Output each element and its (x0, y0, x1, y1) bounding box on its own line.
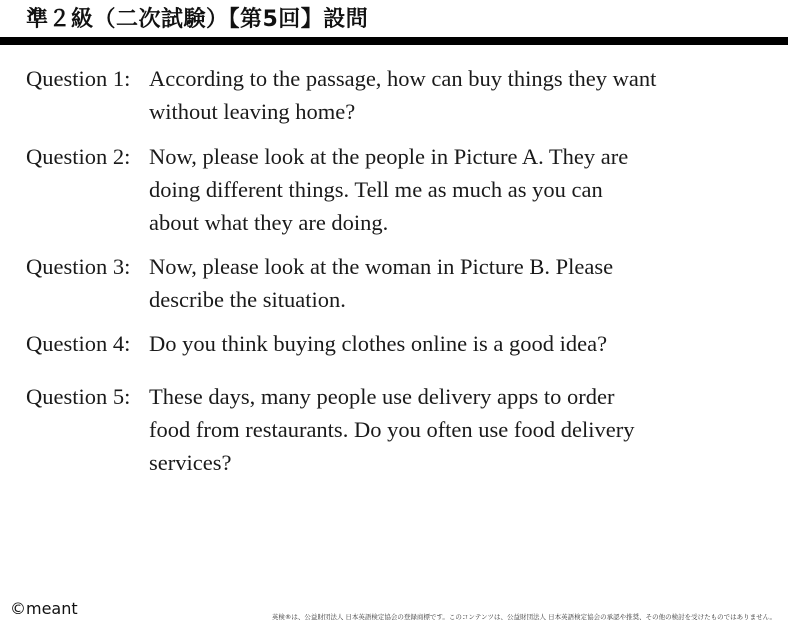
question-5-label: Question 5: (26, 384, 131, 409)
question-3-text (149, 250, 766, 316)
question-3-line: describe the situation. (149, 287, 346, 312)
question-3-label: Question 3: (26, 254, 131, 279)
copyright-notice: ©meant (10, 599, 78, 618)
question-1-text (149, 62, 766, 128)
trademark-disclaimer: 英検®は、公益財団法人 日本英語検定協会の登録商標です。このコンテンツは、公益財団法人 日本英語検定協会の承認や推奨、その他の検討を受けたものではありません。 (271, 613, 776, 621)
question-3-line: Now, please look at the woman in Picture B. Please (149, 254, 614, 279)
question-5-line: food from restaurants. Do you often use food delivery (149, 417, 635, 442)
question-5-line: These days, many people use delivery apps to order (149, 384, 615, 409)
question-1-label: Question 1: (26, 66, 131, 91)
question-5-text (149, 380, 766, 479)
question-5-line: services? (149, 450, 232, 475)
question-2-line: doing different things. Tell me as much as you can (149, 177, 603, 202)
question-4 (26, 327, 766, 360)
question-3 (26, 250, 766, 316)
question-4-text (149, 327, 766, 360)
question-2-line: about what they are doing. (149, 210, 389, 235)
header-divider (0, 37, 788, 45)
question-1 (26, 62, 766, 128)
page-title: 準２級（二次試験）【第5回】設問 (26, 7, 369, 32)
question-2-text (149, 140, 766, 239)
question-2 (26, 140, 766, 239)
question-4-line: Do you think buying clothes online is a good idea? (149, 331, 608, 356)
question-1-line: According to the passage, how can buy things they want (149, 66, 657, 91)
question-list (26, 62, 766, 479)
question-2-line: Now, please look at the people in Picture A. They are (149, 144, 629, 169)
question-5 (26, 380, 766, 479)
question-2-label: Question 2: (26, 144, 131, 169)
question-4-label: Question 4: (26, 331, 131, 356)
question-1-line: without leaving home? (149, 99, 356, 124)
